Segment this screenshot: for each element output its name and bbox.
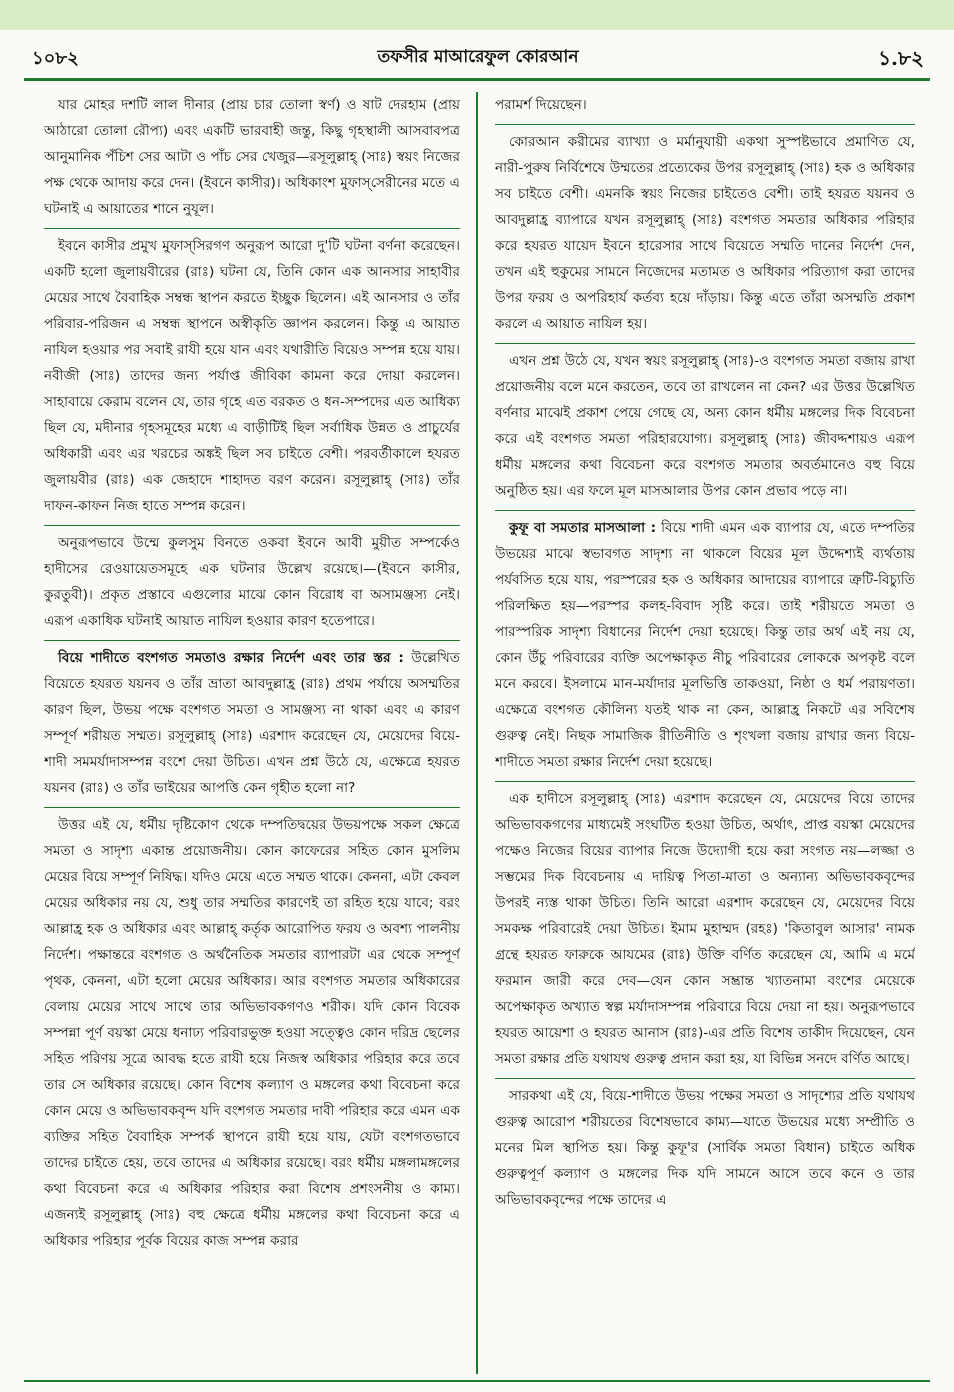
paragraph-separator	[495, 781, 915, 782]
paragraph-text: উল্লেখিত বিয়েতে হযরত যয়নব ও তাঁর ভ্রাতা আবদুল্লাহ্র (রাঃ) প্রথম পর্যায়ে অসম্মতির কারণ ছিল, উভয় পক্ষে বংশগত সমতা ও সামঞ্জস্য না থাকা এবং এ কারণ সম্পূর্ণ শরীয়ত সম্মত। রসূলুল্লাহ্ (সাঃ) এরশাদ করেছেন যে, মেয়েদের বিয়ে-শাদী সমমর্যাদাসম্পন্ন বংশে দেয়া উচিত। এখন প্রশ্ন উঠে যে, এক্ষেত্রে হযরত যয়নব (রাঃ) ও তাঁর ভাইয়ের আপত্তি কেন গৃহীত হলো না?	[44, 650, 460, 796]
page-number-left: ১০৮২	[32, 48, 79, 69]
top-color-band	[0, 0, 954, 30]
paragraph-separator	[495, 510, 915, 511]
paragraph-text: পরামর্শ দিয়েছেন।	[495, 97, 587, 113]
paragraph-separator	[495, 343, 915, 344]
paragraph-separator	[44, 525, 460, 526]
paragraph-text: বিয়ে শাদী এমন এক ব্যাপার যে, এতে দম্পতির উভয়ের মাঝে স্বভাবগত সাদৃশ্য না থাকলে বিয়ের মূল উদ্দেশ্যই ব্যর্থতায় পর্যবসিত হয়ে যায়, পরস্পরের হক ও অধিকার আদায়ের ব্যাপারে ত্রুটি-বিচ্যুতি পরিলক্ষিত হয়—পরস্পর কলহ-বিবাদ সৃষ্টি করে। তাই শরীয়তে সমতা ও পারস্পরিক সাদৃশ্য বিধানের নির্দেশ দেয়া হয়েছে। কিন্তু তার অর্থ এই নয় যে, কোন উঁচু পরিবারের ব্যক্তি অপেক্ষাকৃত নীচু পরিবারের লোককে অপকৃষ্ট বলে মনে করবে। ইসলামে মান-মর্যাদার মূলভিত্তি তাকওয়া, নিষ্ঠা ও ধর্ম পরায়ণতা। এক্ষেত্রে বংশগত কৌলিন্য যতই থাক না কেন, আল্লাহ্র নিকটে এর সবিশেষ গুরুত্ব নেই। নিছক সামাজিক রীতিনীতি ও শৃংখলা বজায় রাখার জন্য বিয়ে-শাদীতে সমতা রক্ষার নির্দেশ দেয়া হয়েছে।	[495, 520, 915, 770]
paragraph	[44, 812, 460, 1254]
paragraph-separator	[44, 807, 460, 808]
paragraph-text: যার মোহর দশটি লাল দীনার (প্রায় চার তোলা স্বর্ণ) ও ষাট দেরহাম (প্রায় আঠারো তোলা রৌপ্য) এবং একটি ভারবাহী জন্তু, কিছু গৃহস্থালী আসবাবপত্র আনুমানিক পঁচিশ সের আটা ও পাঁচ সের খেজুর—রসূলুল্লাহ্ (সাঃ) স্বয়ং নিজের পক্ষ থেকে আদায় করে দেন। (ইবনে কাসীর)। অধিকাংশ মুফাস্‌সেরীনের মতে এ ঘটনাই এ আয়াতের শানে নুযূল।	[44, 97, 460, 217]
paragraph-text: এক হাদীসে রসূলুল্লাহ্ (সাঃ) এরশাদ করেছেন যে, মেয়েদের বিয়ে তাদের অভিভাবকগণের মাধ্যমেই সংঘটিত হওয়া উচিত, অর্থাৎ, প্রাপ্ত বয়স্কা মেয়েদের পক্ষেও নিজের বিয়ের ব্যাপার নিজে উদ্যোগী হয়ে করা সংগত নয়—লজ্জা ও সম্ভমের দিক বিবেচনায় এ দায়িত্ব পিতা-মাতা ও অন্যান্য অভিভাবকবৃন্দের উপরই ন্যস্ত থাকা উচিত। তিনি আরো এরশাদ করেছেন যে, মেয়েদের বিয়ে সমকক্ষ পরিবারেই দেয়া উচিত। ইমাম মুহাম্মদ (রহঃ) 'কিতাবুল আসার' নামক গ্রন্থে হযরত ফারুকে আযমের (রাঃ) উক্তি বর্ণিত করেছেন যে, আমি এ মর্মে ফরমান জারী করে দেব—যেন কোন সম্ভ্রান্ত খ্যাতনামা বংশের মেয়েকে অপেক্ষাকৃত অখ্যাত স্বল্প মর্যাদাসম্পন্ন পরিবারে বিয়ে দেয়া না হয়। অনুরূপভাবে হযরত আয়েশা ও হযরত আনাস (রাঃ)-এর প্রতি বিশেষ তাকীদ দিয়েছেন, যেন সমতা রক্ষার প্রতি যথাযথ গুরুত্ব প্রদান করা হয়, যা বিভিন্ন সনদে বর্ণিত আছে।	[495, 791, 915, 1067]
paragraph	[44, 645, 460, 801]
running-title: তফসীর মাআরেফুল কোরআন	[377, 47, 579, 67]
section-heading: বিয়ে শাদীতে বংশগত সমতাও রক্ষার নির্দেশ এবং তার স্তর :	[58, 650, 404, 666]
paragraph	[495, 92, 915, 118]
paragraph-separator	[44, 228, 460, 229]
paragraph	[495, 1083, 915, 1213]
paragraph-text: ইবনে কাসীর প্রমুখ মুফাস্‌সিরগণ অনুরূপ আরো দু'টি ঘটনা বর্ণনা করেছেন। একটি হলো জুলায়বীরের (রাঃ) ঘটনা যে, তিনি কোন এক আনসার সাহাবীর মেয়ের সাথে বৈবাহিক সম্বন্ধ স্থাপন করতে ইচ্ছুক ছিলেন। এই আনসার ও তাঁর পরিবার-পরিজন এ সম্বন্ধ স্থাপনে অস্বীকৃতি জ্ঞাপন করলেন। কিন্তু এ আয়াত নাযিল হওয়ার পর সবাই রাযী হয়ে যান এবং যথারীতি বিয়েও সম্পন্ন হয়ে যায়। নবীজী (সাঃ) তাদের জন্য পর্যাপ্ত জীবিকা কামনা করে দোয়া করলেন। সাহাবায়ে কেরাম বলেন যে, তার গৃহে এত বরকত ও ধন-সম্পদের এত আধিক্য ছিল যে, মদীনার গৃহসমূহের মধ্যে এ বাড়ীটিই ছিল সর্বাধিক উন্নত ও প্রাচুর্যের অধিকারী এবং এর খরচের অঙ্কই ছিল সব চাইতে বেশী। পরবর্তীকালে হযরত জুলায়বীর (রাঃ) এক জেহাদে শাহাদত বরণ করেন। রসূলুল্লাহ্ (সাঃ) তাঁর দাফন-কাফন নিজ হাতে সম্পন্ন করেন।	[44, 238, 460, 514]
section-heading: কুফূ বা সমতার মাসআলা :	[509, 520, 657, 536]
column-divider	[476, 92, 478, 1374]
page-number-right: ১.৮২	[878, 46, 924, 70]
bottom-rule	[24, 1380, 930, 1382]
paragraph-text: অনুরূপভাবে উম্মে কুলসুম বিনতে ওকবা ইবনে আবী মুয়ীত সম্পর্কেও হাদীসের রেওয়ায়েতসমূহে এক ঘটনার উল্লেখ রয়েছে।—(ইবনে কাসীর, কুরতুবী)। প্রকৃত প্রস্তাবে এগুলোর মাঝে কোন বিরোধ বা অসামঞ্জস্য নেই। এরূপ একাধিক ঘটনাই আয়াত নাযিল হওয়ার কারণ হতেপারে।	[44, 535, 460, 629]
paragraph-text: উত্তর এই যে, ধর্মীয় দৃষ্টিকোণ থেকে দম্পতিদ্বয়ের উভয়পক্ষে সকল ক্ষেত্রে সমতা ও সাদৃশ্য একান্ত প্রয়োজনীয়। কোন কাফেরের সহিত কোন মুসলিম মেয়ের বিয়ে সম্পূর্ণ নিষিদ্ধ। যদিও মেয়ে এতে সম্মত থাকে। কেননা, এটা কেবল মেয়ের অধিকার নয় যে, শুধু তার সম্মতির কারণেই তা রহিত হয়ে যাবে; বরং আল্লাহ্র হক ও অধিকার এবং আল্লাহ্ কর্তৃক আরোপিত ফরয ও অবশ্য পালনীয় নির্দেশ। পক্ষান্তরে বংশগত ও অর্থনৈতিক সমতার ব্যাপারটা এর থেকে সম্পূর্ণ পৃথক, কেননা, এটা হলো মেয়ের অধিকার। আর বংশগত সমতার অধিকারের বেলায় মেয়ের সাথে সাথে তার অভিভাবকগণও শরীক। যদি কোন বিবেক সম্পন্না পূর্ণ বয়স্কা মেয়ে ধনাঢ্য পরিবারভুক্ত হওয়া সত্ত্বেও কোন দরিদ্র ছেলের সহিত পরিণয় সূত্রে আবদ্ধ হতে রাযী হয়ে নিজস্ব অধিকার পরিহার করে তবে তার সে অধিকার রয়েছে। কোন বিশেষ কল্যাণ ও মঙ্গলের কথা বিবেচনা করে কোন মেয়ে ও অভিভাবকবৃন্দ যদি বংশগত সমতার দাবী পরিহার করে এমন এক ব্যক্তির সহিত বৈবাহিক সম্পর্ক স্থাপনে রাযী হয়ে যায়, যেটা বংশগতভাবে তাদের চাইতে হেয়, তবে তাদের এ অধিকার রয়েছে। বরং ধর্মীয় মঙ্গলামঙ্গলের কথা বিবেচনা করে এ অধিকার পরিহার করা বিশেষ প্রশংসনীয় ও কাম্য। এজন্যই রসূলুল্লাহ্ (সাঃ) বহু ক্ষেত্রে ধর্মীয় মঙ্গলের কথা বিবেচনা করে এ অধিকার পরিহার পূর্বক বিয়ের কাজ সম্পন্ন করার	[44, 817, 460, 1249]
paragraph	[495, 786, 915, 1072]
page-header	[24, 30, 932, 70]
paragraph-text: সারকথা এই যে, বিয়ে-শাদীতে উভয় পক্ষের সমতা ও সাদৃশ্যের প্রতি যথাযথ গুরুত্ব আরোপ শরীয়তের বিশেষভাবে কাম্য—যাতে উভয়ের মধ্যে সম্প্রীতি ও মনের মিল স্থাপিত হয়। কিন্তু কুফূ'র (সার্বিক সমতা বিধান) চাইতে অধিক গুরুত্বপূর্ণ কল্যাণ ও মঙ্গলের দিক যদি সামনে আসে তবে কনে ও তার অভিভাবকবৃন্দের পক্ষে তাদের এ	[495, 1088, 915, 1208]
header-rule	[24, 78, 930, 81]
paragraph	[495, 515, 915, 775]
left-column	[44, 92, 460, 1374]
paragraph	[44, 530, 460, 634]
paragraph-separator	[495, 1078, 915, 1079]
paragraph	[44, 233, 460, 519]
right-column	[495, 92, 915, 1374]
paragraph	[495, 348, 915, 504]
paragraph-separator	[495, 124, 915, 125]
paragraph-text: এখন প্রশ্ন উঠে যে, যখন স্বয়ং রসূলুল্লাহ্ (সাঃ)-ও বংশগত সমতা বজায় রাখা প্রয়োজনীয় বলে মনে করতেন, তবে তা রাখলেন না কেন? এর উত্তর উল্লেখিত বর্ণনার মাঝেই প্রকাশ পেয়ে গেছে যে, অন্য কোন ধর্মীয় মঙ্গলের দিক বিবেচনা করে এই বংশগত সমতা পরিহারযোগ্য। রসূলুল্লাহ্ (সাঃ) জীবদ্দশায়ও এরূপ ধর্মীয় মঙ্গলের কথা বিবেচনা করে বংশগত সমতার অবর্তমানেও বহু বিয়ে অনুষ্ঠিত হয়। এর ফলে মূল মাসআলার উপর কোন প্রভাব পড়ে না।	[495, 353, 915, 499]
paragraph	[44, 92, 460, 222]
paragraph-separator	[44, 640, 460, 641]
paragraph	[495, 129, 915, 337]
paragraph-text: কোরআন করীমের ব্যাখ্যা ও মর্মানুযায়ী একথা সুস্পষ্টভাবে প্রমাণিত যে, নারী-পুরুষ নির্বিশেষে উম্মতের প্রত্যেকের উপর রসূলুল্লাহ্ (সাঃ) হক ও অধিকার সব চাইতে বেশী। এমনকি স্বয়ং নিজের চাইতেও বেশী। তাই হযরত যয়নব ও আবদুল্লাহ্র ব্যাপারে যখন রসূলুল্লাহ্ (সাঃ) বংশগত সমতার অধিকার পরিহার করে হযরত যায়েদ ইবনে হারেসার সাথে বিয়েতে সম্মতি দানের নির্দেশ দেন, তখন এই হুকুমের সামনে নিজেদের মতামত ও অধিকার পরিত্যাগ করা তাদের উপর ফরয ও অপরিহার্য কর্তব্য হয়ে দাঁড়ায়। কিন্তু এতে তাঁরা অসম্মতি প্রকাশ করলে এ আয়াত নাযিল হয়।	[495, 134, 915, 332]
